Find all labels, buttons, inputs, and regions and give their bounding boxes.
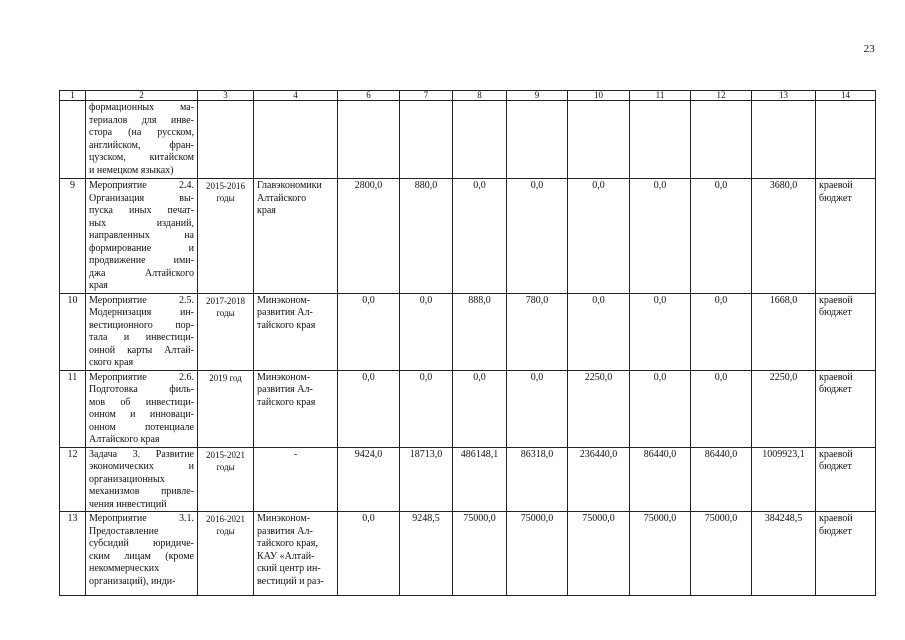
funding-value-col-12: 75000,0	[691, 512, 752, 596]
funding-value-col-11: 75000,0	[630, 512, 691, 596]
activity-description: Мероприятие 2.6. Подготовка филь- мов об инвестици- онном и инноваци- онном потенциале Алтайского края	[86, 370, 198, 447]
funding-value-col-8: 0,0	[453, 370, 507, 447]
implementation-years: 2016-2021 годы	[198, 512, 254, 596]
funding-value-col-13: 1009923,1	[752, 447, 816, 512]
funding-value-col-13: 3680,0	[752, 179, 816, 294]
funding-value-col-6: 0,0	[338, 512, 400, 596]
funding-value-col-6: 0,0	[338, 293, 400, 370]
activity-description: Мероприятие 2.4. Организация вы- пуска иных печат- ных изданий, направленных на формирование и продвижение ими- джа Алтайского края	[86, 179, 198, 294]
table-row	[60, 293, 876, 370]
funding-value-col-7: 0,0	[400, 293, 453, 370]
funding-value-col-10: 2250,0	[568, 370, 630, 447]
row-number	[60, 101, 86, 179]
funding-value-col-8: 0,0	[453, 179, 507, 294]
executor: -	[254, 447, 338, 512]
row-number: 11	[60, 370, 86, 447]
implementation-years: 2017-2018 годы	[198, 293, 254, 370]
funding-value-col-12: 0,0	[691, 179, 752, 294]
funding-value-col-11: 0,0	[630, 370, 691, 447]
row-number: 9	[60, 179, 86, 294]
row-number: 12	[60, 447, 86, 512]
funding-value-col-12: 0,0	[691, 370, 752, 447]
column-header-8: 8	[453, 91, 507, 101]
funding-value-col-8: 486148,1	[453, 447, 507, 512]
funding-value-col-8: 888,0	[453, 293, 507, 370]
funding-value-col-7: 880,0	[400, 179, 453, 294]
column-header-1: 1	[60, 91, 86, 101]
activity-description: формационных ма- териалов для инве- стора (на русском, английском, фран- цузском, китайском и немецком языках)	[86, 101, 198, 179]
funding-value-col-8	[453, 101, 507, 179]
funding-value-col-9: 780,0	[507, 293, 568, 370]
implementation-years: 2015-2016 годы	[198, 179, 254, 294]
funding-value-col-6: 9424,0	[338, 447, 400, 512]
implementation-years	[198, 101, 254, 179]
funding-value-col-9: 86318,0	[507, 447, 568, 512]
funding-value-col-7: 18713,0	[400, 447, 453, 512]
funding-value-col-13: 2250,0	[752, 370, 816, 447]
funding-source: краевой бюджет	[816, 447, 876, 512]
funding-value-col-10: 0,0	[568, 293, 630, 370]
table-row	[60, 512, 876, 596]
funding-source: краевой бюджет	[816, 179, 876, 294]
budget-table	[59, 90, 876, 596]
funding-value-col-11	[630, 101, 691, 179]
column-header-13: 13	[752, 91, 816, 101]
funding-value-col-10	[568, 101, 630, 179]
activity-description: Мероприятие 2.5. Модернизация ин- вестиционного пор- тала и инвестици- онной карты Алтай- ского края	[86, 293, 198, 370]
funding-source: краевой бюджет	[816, 370, 876, 447]
executor: Минэконом- развития Ал- тайского края	[254, 370, 338, 447]
funding-value-col-13	[752, 101, 816, 179]
column-header-10: 10	[568, 91, 630, 101]
funding-value-col-11: 86440,0	[630, 447, 691, 512]
funding-source: краевой бюджет	[816, 293, 876, 370]
row-number: 13	[60, 512, 86, 596]
funding-value-col-7: 0,0	[400, 370, 453, 447]
funding-value-col-9: 0,0	[507, 370, 568, 447]
funding-source: краевой бюджет	[816, 512, 876, 596]
funding-value-col-9: 0,0	[507, 179, 568, 294]
funding-value-col-9	[507, 101, 568, 179]
funding-value-col-7: 9248,5	[400, 512, 453, 596]
funding-value-col-7	[400, 101, 453, 179]
column-header-4: 4	[254, 91, 338, 101]
implementation-years: 2019 год	[198, 370, 254, 447]
funding-value-col-6	[338, 101, 400, 179]
column-header-2: 2	[86, 91, 198, 101]
funding-value-col-11: 0,0	[630, 179, 691, 294]
column-header-6: 6	[338, 91, 400, 101]
funding-value-col-13: 1668,0	[752, 293, 816, 370]
executor	[254, 101, 338, 179]
column-header-9: 9	[507, 91, 568, 101]
implementation-years: 2015-2021 годы	[198, 447, 254, 512]
activity-description: Мероприятие 3.1. Предоставление субсидий юридиче- ским лицам (кроме некоммерческих организаций), инди-	[86, 512, 198, 596]
funding-value-col-10: 0,0	[568, 179, 630, 294]
funding-value-col-10: 75000,0	[568, 512, 630, 596]
funding-source	[816, 101, 876, 179]
funding-value-col-12: 0,0	[691, 293, 752, 370]
column-header-14: 14	[816, 91, 876, 101]
funding-value-col-6: 0,0	[338, 370, 400, 447]
header-row	[60, 91, 876, 101]
table-row	[60, 101, 876, 179]
page-number: 23	[863, 43, 875, 55]
funding-value-col-9: 75000,0	[507, 512, 568, 596]
executor: Минэконом- развития Ал- тайского края	[254, 293, 338, 370]
funding-value-col-10: 236440,0	[568, 447, 630, 512]
row-number: 10	[60, 293, 86, 370]
column-header-7: 7	[400, 91, 453, 101]
column-header-3: 3	[198, 91, 254, 101]
activity-description: Задача 3. Развитие экономических и организационных механизмов привле- чения инвестиций	[86, 447, 198, 512]
executor: Минэконом- развития Ал- тайского края, КАУ «Алтай- ский центр ин- вестиций и раз-	[254, 512, 338, 596]
funding-value-col-8: 75000,0	[453, 512, 507, 596]
executor: Главэкономики Алтайского края	[254, 179, 338, 294]
funding-value-col-13: 384248,5	[752, 512, 816, 596]
table-row	[60, 179, 876, 294]
table-row	[60, 447, 876, 512]
funding-value-col-12: 86440,0	[691, 447, 752, 512]
column-header-12: 12	[691, 91, 752, 101]
funding-value-col-12	[691, 101, 752, 179]
table-row	[60, 370, 876, 447]
column-header-11: 11	[630, 91, 691, 101]
funding-value-col-11: 0,0	[630, 293, 691, 370]
funding-value-col-6: 2800,0	[338, 179, 400, 294]
